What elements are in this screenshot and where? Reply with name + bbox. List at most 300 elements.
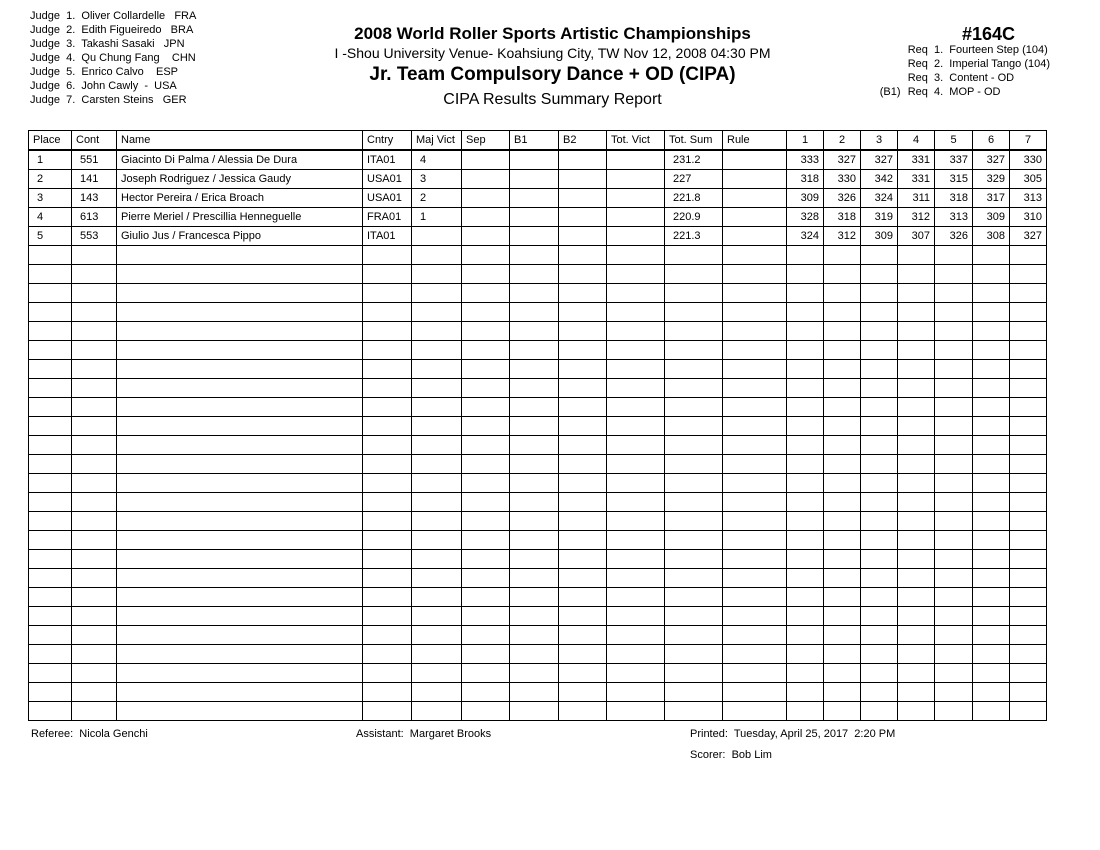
b2-cell — [559, 398, 607, 417]
judge-score-cell — [973, 398, 1010, 417]
tot-vict-cell — [607, 360, 665, 379]
cont-cell — [72, 455, 117, 474]
judge-line: Judge 3. Takashi Sasaki JPN — [30, 38, 185, 50]
tot-sum-cell — [665, 322, 723, 341]
cntry-cell — [363, 246, 412, 265]
b1-cell — [510, 303, 559, 322]
judge-score-cell — [787, 284, 824, 303]
judge-score-cell: 315 — [935, 170, 973, 189]
judge-score-cell — [973, 702, 1010, 721]
judge-score-cell: 311 — [898, 189, 935, 208]
b1-cell — [510, 246, 559, 265]
b1-cell — [510, 512, 559, 531]
col-header-rule: Rule — [723, 131, 787, 151]
judge-score-cell — [973, 284, 1010, 303]
tot-vict-cell — [607, 227, 665, 246]
b2-cell — [559, 531, 607, 550]
judge-score-cell — [861, 360, 898, 379]
cont-cell — [72, 626, 117, 645]
judge-score-cell: 327 — [1010, 227, 1047, 246]
tot-sum-cell — [665, 683, 723, 702]
sep-cell — [462, 569, 510, 588]
place-cell — [29, 379, 72, 398]
judge-score-cell — [824, 645, 861, 664]
judge-score-cell: 327 — [973, 150, 1010, 170]
tot-vict-cell — [607, 436, 665, 455]
rule-cell — [723, 531, 787, 550]
judge-score-cell — [1010, 607, 1047, 626]
judge-line: Judge 4. Qu Chung Fang CHN — [30, 52, 196, 64]
judge-score-cell — [861, 303, 898, 322]
judge-score-cell — [824, 246, 861, 265]
b1-cell — [510, 474, 559, 493]
judge-score-cell — [898, 379, 935, 398]
judge-score-cell — [973, 455, 1010, 474]
table-row — [29, 702, 1047, 721]
judge-line: Judge 1. Oliver Collardelle FRA — [30, 10, 197, 22]
rule-cell — [723, 170, 787, 189]
rule-cell — [723, 284, 787, 303]
judge-score-cell — [787, 645, 824, 664]
judge-score-cell — [1010, 702, 1047, 721]
cont-cell — [72, 284, 117, 303]
table-row — [29, 455, 1047, 474]
b1-cell — [510, 341, 559, 360]
tot-sum-cell — [665, 265, 723, 284]
judge-score-cell — [898, 626, 935, 645]
rule-cell — [723, 512, 787, 531]
table-row — [29, 208, 1047, 227]
cntry-cell — [363, 265, 412, 284]
judge-score-cell — [935, 322, 973, 341]
cntry-cell — [363, 474, 412, 493]
place-cell — [29, 436, 72, 455]
judge-score-cell — [824, 341, 861, 360]
judge-score-cell — [973, 569, 1010, 588]
col-header-cont: Cont — [72, 131, 117, 151]
b2-cell — [559, 303, 607, 322]
judge-score-cell: 312 — [898, 208, 935, 227]
tot-sum-cell — [665, 493, 723, 512]
place-cell: 2 — [29, 170, 72, 189]
col-header-cntry: Cntry — [363, 131, 412, 151]
judge-score-cell — [824, 455, 861, 474]
judge-score-cell — [935, 664, 973, 683]
cont-cell — [72, 360, 117, 379]
table-row — [29, 170, 1047, 189]
sep-cell — [462, 322, 510, 341]
judge-score-cell — [898, 683, 935, 702]
name-cell — [117, 531, 363, 550]
judge-score-cell — [898, 493, 935, 512]
tot-sum-cell — [665, 702, 723, 721]
place-cell — [29, 588, 72, 607]
judge-score-cell: 337 — [935, 150, 973, 170]
judge-score-cell — [787, 303, 824, 322]
name-cell — [117, 588, 363, 607]
tot-vict-cell — [607, 150, 665, 170]
judge-score-cell — [898, 436, 935, 455]
cntry-cell — [363, 398, 412, 417]
cont-cell: 141 — [72, 170, 117, 189]
tot-vict-cell — [607, 569, 665, 588]
sep-cell — [462, 170, 510, 189]
cntry-cell — [363, 341, 412, 360]
cont-cell — [72, 702, 117, 721]
judge-score-cell: 312 — [824, 227, 861, 246]
event-name: Jr. Team Compulsory Dance + OD (CIPA) — [369, 64, 736, 85]
sep-cell — [462, 645, 510, 664]
sep-cell — [462, 531, 510, 550]
judge-score-cell: 331 — [898, 150, 935, 170]
place-cell — [29, 683, 72, 702]
judge-score-cell — [973, 607, 1010, 626]
judge-score-cell — [1010, 683, 1047, 702]
tot-sum-cell — [665, 341, 723, 360]
judges-panel — [30, 9, 196, 107]
printed-label: Printed: Tuesday, April 25, 2017 2:20 PM — [690, 728, 896, 740]
rule-cell — [723, 626, 787, 645]
place-cell — [29, 702, 72, 721]
judge-score-cell — [973, 512, 1010, 531]
judge-score-cell — [861, 531, 898, 550]
tot-vict-cell — [607, 322, 665, 341]
maj-vict-cell — [412, 417, 462, 436]
judge-score-cell — [861, 550, 898, 569]
col-header-judge-2: 2 — [824, 131, 861, 151]
sep-cell — [462, 189, 510, 208]
rule-cell — [723, 569, 787, 588]
cntry-cell: ITA01 — [363, 227, 412, 246]
b2-cell — [559, 246, 607, 265]
name-cell — [117, 284, 363, 303]
maj-vict-cell — [412, 626, 462, 645]
b1-cell — [510, 550, 559, 569]
maj-vict-cell — [412, 512, 462, 531]
judge-score-cell — [935, 702, 973, 721]
b2-cell — [559, 588, 607, 607]
name-cell — [117, 702, 363, 721]
tot-vict-cell — [607, 626, 665, 645]
place-cell — [29, 455, 72, 474]
maj-vict-cell — [412, 493, 462, 512]
judge-score-cell — [824, 626, 861, 645]
b2-cell — [559, 683, 607, 702]
b2-cell — [559, 322, 607, 341]
tot-sum-cell — [665, 474, 723, 493]
maj-vict-cell — [412, 645, 462, 664]
judge-score-cell — [973, 322, 1010, 341]
b1-cell — [510, 436, 559, 455]
judge-score-cell — [973, 379, 1010, 398]
tot-vict-cell — [607, 645, 665, 664]
judge-score-cell — [1010, 379, 1047, 398]
cont-cell — [72, 493, 117, 512]
judge-score-cell — [898, 246, 935, 265]
tot-vict-cell — [607, 284, 665, 303]
sep-cell — [462, 626, 510, 645]
judge-score-cell — [861, 512, 898, 531]
judge-score-cell — [1010, 265, 1047, 284]
judge-score-cell — [898, 588, 935, 607]
rule-cell — [723, 436, 787, 455]
sep-cell — [462, 474, 510, 493]
rule-cell — [723, 189, 787, 208]
judge-score-cell — [1010, 398, 1047, 417]
judge-score-cell — [1010, 322, 1047, 341]
rule-cell — [723, 645, 787, 664]
table-row — [29, 607, 1047, 626]
maj-vict-cell — [412, 284, 462, 303]
judge-score-cell — [973, 664, 1010, 683]
place-cell — [29, 493, 72, 512]
tot-sum-cell: 221.8 — [665, 189, 723, 208]
judge-score-cell: 333 — [787, 150, 824, 170]
cntry-cell — [363, 664, 412, 683]
scorer-label: Scorer: Bob Lim — [690, 749, 772, 761]
judge-score-cell — [787, 512, 824, 531]
rule-cell — [723, 379, 787, 398]
cntry-cell — [363, 569, 412, 588]
sep-cell — [462, 208, 510, 227]
judge-score-cell — [935, 417, 973, 436]
venue-line: I -Shou University Venue- Koahsiung City, TW Nov 12, 2008 04:30 PM — [334, 45, 771, 61]
tot-sum-cell: 227 — [665, 170, 723, 189]
maj-vict-cell — [412, 455, 462, 474]
judge-score-cell — [861, 436, 898, 455]
cntry-cell — [363, 417, 412, 436]
tot-sum-cell — [665, 417, 723, 436]
place-cell — [29, 512, 72, 531]
cont-cell — [72, 664, 117, 683]
judge-score-cell: 329 — [973, 170, 1010, 189]
judge-score-cell — [861, 626, 898, 645]
judge-score-cell — [1010, 645, 1047, 664]
cont-cell: 143 — [72, 189, 117, 208]
judge-score-cell: 307 — [898, 227, 935, 246]
rule-cell — [723, 360, 787, 379]
b1-cell — [510, 626, 559, 645]
table-row — [29, 303, 1047, 322]
sep-cell — [462, 398, 510, 417]
judge-score-cell — [787, 493, 824, 512]
requirement-line: (B1) Req 4. MOP - OD — [879, 86, 1001, 98]
results-table — [28, 130, 1047, 721]
cntry-cell: USA01 — [363, 189, 412, 208]
rule-cell — [723, 417, 787, 436]
sep-cell — [462, 512, 510, 531]
rule-cell — [723, 246, 787, 265]
name-cell — [117, 398, 363, 417]
cont-cell — [72, 569, 117, 588]
col-header-judge-6: 6 — [973, 131, 1010, 151]
tot-sum-cell — [665, 664, 723, 683]
tot-vict-cell — [607, 417, 665, 436]
sep-cell — [462, 436, 510, 455]
judge-score-cell: 324 — [861, 189, 898, 208]
b2-cell — [559, 569, 607, 588]
judge-score-cell — [824, 398, 861, 417]
judge-score-cell: 310 — [1010, 208, 1047, 227]
judge-score-cell — [787, 322, 824, 341]
judge-score-cell — [824, 512, 861, 531]
judge-score-cell — [861, 664, 898, 683]
cont-cell — [72, 379, 117, 398]
judge-score-cell — [861, 645, 898, 664]
place-cell — [29, 664, 72, 683]
place-cell: 5 — [29, 227, 72, 246]
table-row — [29, 150, 1047, 170]
table-row — [29, 265, 1047, 284]
table-row — [29, 284, 1047, 303]
judge-score-cell — [861, 417, 898, 436]
judge-score-cell — [787, 474, 824, 493]
judge-score-cell — [935, 379, 973, 398]
name-cell — [117, 664, 363, 683]
tot-vict-cell — [607, 170, 665, 189]
cont-cell — [72, 607, 117, 626]
judge-score-cell — [898, 360, 935, 379]
judge-score-cell — [787, 455, 824, 474]
tot-sum-cell — [665, 379, 723, 398]
judge-score-cell — [935, 284, 973, 303]
cont-cell — [72, 436, 117, 455]
b1-cell — [510, 702, 559, 721]
judge-score-cell — [861, 341, 898, 360]
sep-cell — [462, 550, 510, 569]
judge-score-cell: 326 — [935, 227, 973, 246]
rule-cell — [723, 265, 787, 284]
tot-vict-cell — [607, 607, 665, 626]
judge-score-cell — [824, 474, 861, 493]
judge-score-cell — [787, 569, 824, 588]
judge-score-cell — [787, 265, 824, 284]
requirement-line: Req 3. Content - OD — [907, 72, 1015, 84]
table-row — [29, 550, 1047, 569]
table-row — [29, 474, 1047, 493]
table-row — [29, 645, 1047, 664]
judge-score-cell — [935, 341, 973, 360]
judge-score-cell — [898, 284, 935, 303]
judge-score-cell — [898, 455, 935, 474]
cntry-cell — [363, 284, 412, 303]
tot-vict-cell — [607, 664, 665, 683]
b1-cell — [510, 531, 559, 550]
cont-cell — [72, 474, 117, 493]
judge-score-cell — [973, 474, 1010, 493]
table-row — [29, 246, 1047, 265]
cont-cell: 551 — [72, 150, 117, 170]
name-cell — [117, 417, 363, 436]
judge-score-cell — [935, 645, 973, 664]
b1-cell — [510, 455, 559, 474]
judge-score-cell — [861, 702, 898, 721]
cntry-cell — [363, 645, 412, 664]
tot-sum-cell — [665, 550, 723, 569]
rule-cell — [723, 303, 787, 322]
rule-cell — [723, 588, 787, 607]
tot-vict-cell — [607, 341, 665, 360]
judge-score-cell — [787, 398, 824, 417]
name-cell — [117, 626, 363, 645]
judge-score-cell — [898, 702, 935, 721]
b2-cell — [559, 208, 607, 227]
cntry-cell — [363, 436, 412, 455]
judge-score-cell — [824, 493, 861, 512]
judge-score-cell — [824, 379, 861, 398]
assistant-label: Assistant: Margaret Brooks — [356, 728, 492, 740]
judge-score-cell — [861, 493, 898, 512]
judge-score-cell — [898, 303, 935, 322]
judge-score-cell — [861, 569, 898, 588]
col-header-b2: B2 — [559, 131, 607, 151]
maj-vict-cell — [412, 664, 462, 683]
judge-score-cell: 330 — [1010, 150, 1047, 170]
judge-score-cell: 342 — [861, 170, 898, 189]
tot-vict-cell — [607, 398, 665, 417]
b2-cell — [559, 512, 607, 531]
judge-score-cell — [787, 683, 824, 702]
judge-score-cell — [935, 474, 973, 493]
table-row — [29, 379, 1047, 398]
judge-score-cell — [861, 588, 898, 607]
table-row — [29, 227, 1047, 246]
b2-cell — [559, 360, 607, 379]
judge-score-cell — [787, 417, 824, 436]
table-row — [29, 531, 1047, 550]
judge-score-cell: 318 — [824, 208, 861, 227]
tot-sum-cell — [665, 360, 723, 379]
tot-sum-cell — [665, 569, 723, 588]
judge-score-cell — [973, 645, 1010, 664]
name-cell — [117, 436, 363, 455]
table-row — [29, 341, 1047, 360]
col-header-tot-vict: Tot. Vict — [607, 131, 665, 151]
name-cell — [117, 360, 363, 379]
place-cell — [29, 246, 72, 265]
judge-score-cell: 313 — [1010, 189, 1047, 208]
judge-score-cell — [861, 265, 898, 284]
judge-score-cell — [973, 626, 1010, 645]
maj-vict-cell — [412, 474, 462, 493]
judge-score-cell — [787, 341, 824, 360]
judge-score-cell: 318 — [935, 189, 973, 208]
col-header-sep: Sep — [462, 131, 510, 151]
judge-score-cell — [1010, 360, 1047, 379]
judge-score-cell — [861, 474, 898, 493]
judge-score-cell: 309 — [787, 189, 824, 208]
b1-cell — [510, 379, 559, 398]
judge-score-cell — [1010, 550, 1047, 569]
maj-vict-cell — [412, 607, 462, 626]
judge-score-cell — [935, 569, 973, 588]
judge-score-cell — [898, 512, 935, 531]
judge-score-cell — [787, 550, 824, 569]
judge-score-cell: 319 — [861, 208, 898, 227]
judge-score-cell — [824, 322, 861, 341]
name-cell — [117, 265, 363, 284]
requirement-line: Req 2. Imperial Tango (104) — [907, 58, 1050, 70]
b1-cell — [510, 607, 559, 626]
judge-line: Judge 6. John Cawly - USA — [30, 80, 177, 92]
table-row — [29, 588, 1047, 607]
judge-score-cell: 309 — [973, 208, 1010, 227]
tot-vict-cell — [607, 493, 665, 512]
tot-sum-cell — [665, 303, 723, 322]
judge-score-cell — [935, 531, 973, 550]
rule-cell — [723, 683, 787, 702]
sep-cell — [462, 360, 510, 379]
